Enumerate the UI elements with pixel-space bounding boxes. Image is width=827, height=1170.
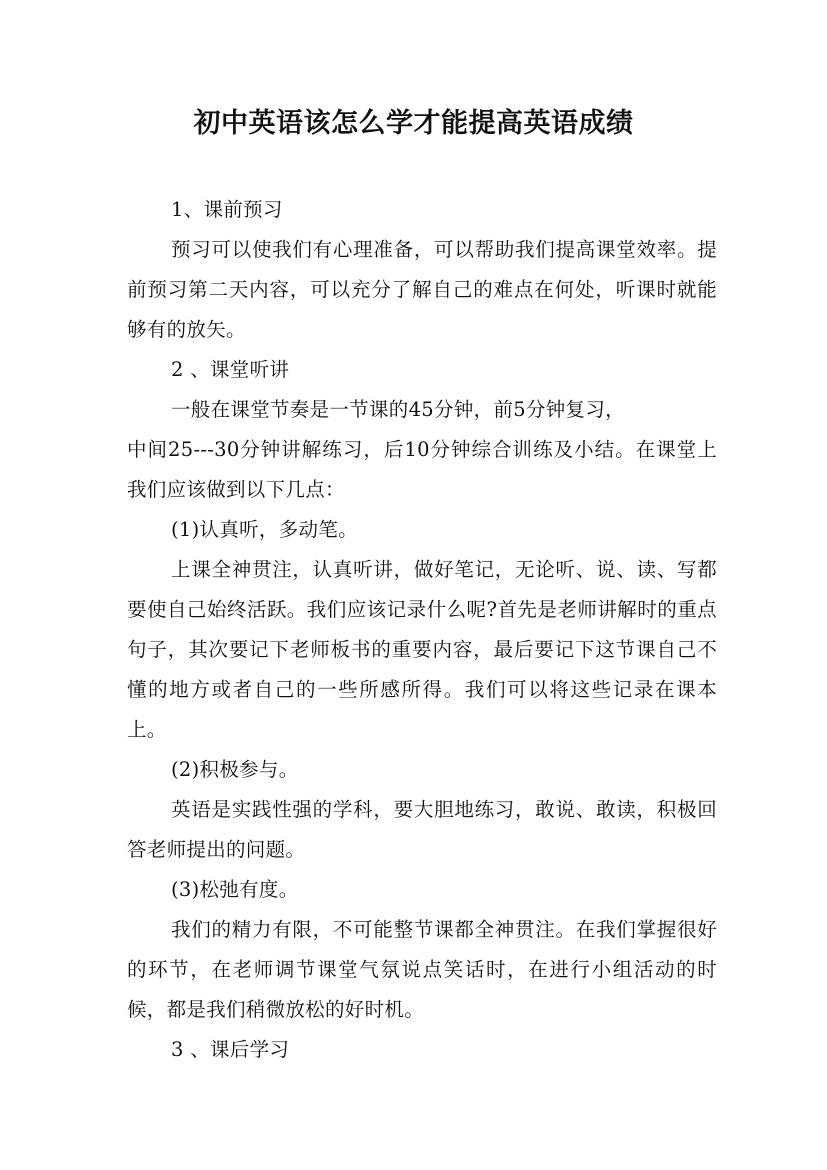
paragraph-relax: 我们的精力有限，不可能整节课都全神贯注。在我们掌握很好的环节，在老师调节课堂气氛说点笑话时，在进行小组活动的时候，都是我们稍微放松的好时机。 xyxy=(127,918,717,1021)
section-heading-listening: 2 、课堂听讲 xyxy=(171,358,290,381)
paragraph-preview: 预习可以使我们有心理准备，可以帮助我们提高课堂效率。提前预习第二天内容，可以充分了解自己的难点在何处，听课时就能够有的放矢。 xyxy=(127,238,717,341)
subheading-relax: (3)松弛有度。 xyxy=(171,878,299,901)
document-title: 初中英语该怎么学才能提高英语成绩 xyxy=(193,108,634,139)
paragraph-class-middle: 中间25---30分钟讲解练习，后10分钟综合训练及小结。在课堂上我们应该做到以下几点： xyxy=(127,438,717,501)
section-heading-preview: 1、课前预习 xyxy=(171,198,283,221)
section-heading-after-class: 3 、课后学习 xyxy=(171,1038,290,1061)
subheading-participate: (2)积极参与。 xyxy=(171,758,299,781)
document-body xyxy=(127,190,717,1070)
paragraph-notes: 上课全神贯注，认真听讲，做好笔记，无论听、说、读、写都要使自己始终活跃。我们应该记录什么呢?首先是老师讲解时的重点句子，其次要记下老师板书的重要内容，最后要记下这节课自己不懂的地方或者自己的一些所感所得。我们可以将这些记录在课本上。 xyxy=(127,558,717,741)
paragraph-class-rhythm: 一般在课堂节奏是一节课的45分钟，前5分钟复习， xyxy=(171,398,625,421)
paragraph-participate: 英语是实践性强的学科，要大胆地练习，敢说、敢读，积极回答老师提出的问题。 xyxy=(127,798,717,861)
subheading-listen-carefully: (1)认真听，多动笔。 xyxy=(171,518,358,541)
